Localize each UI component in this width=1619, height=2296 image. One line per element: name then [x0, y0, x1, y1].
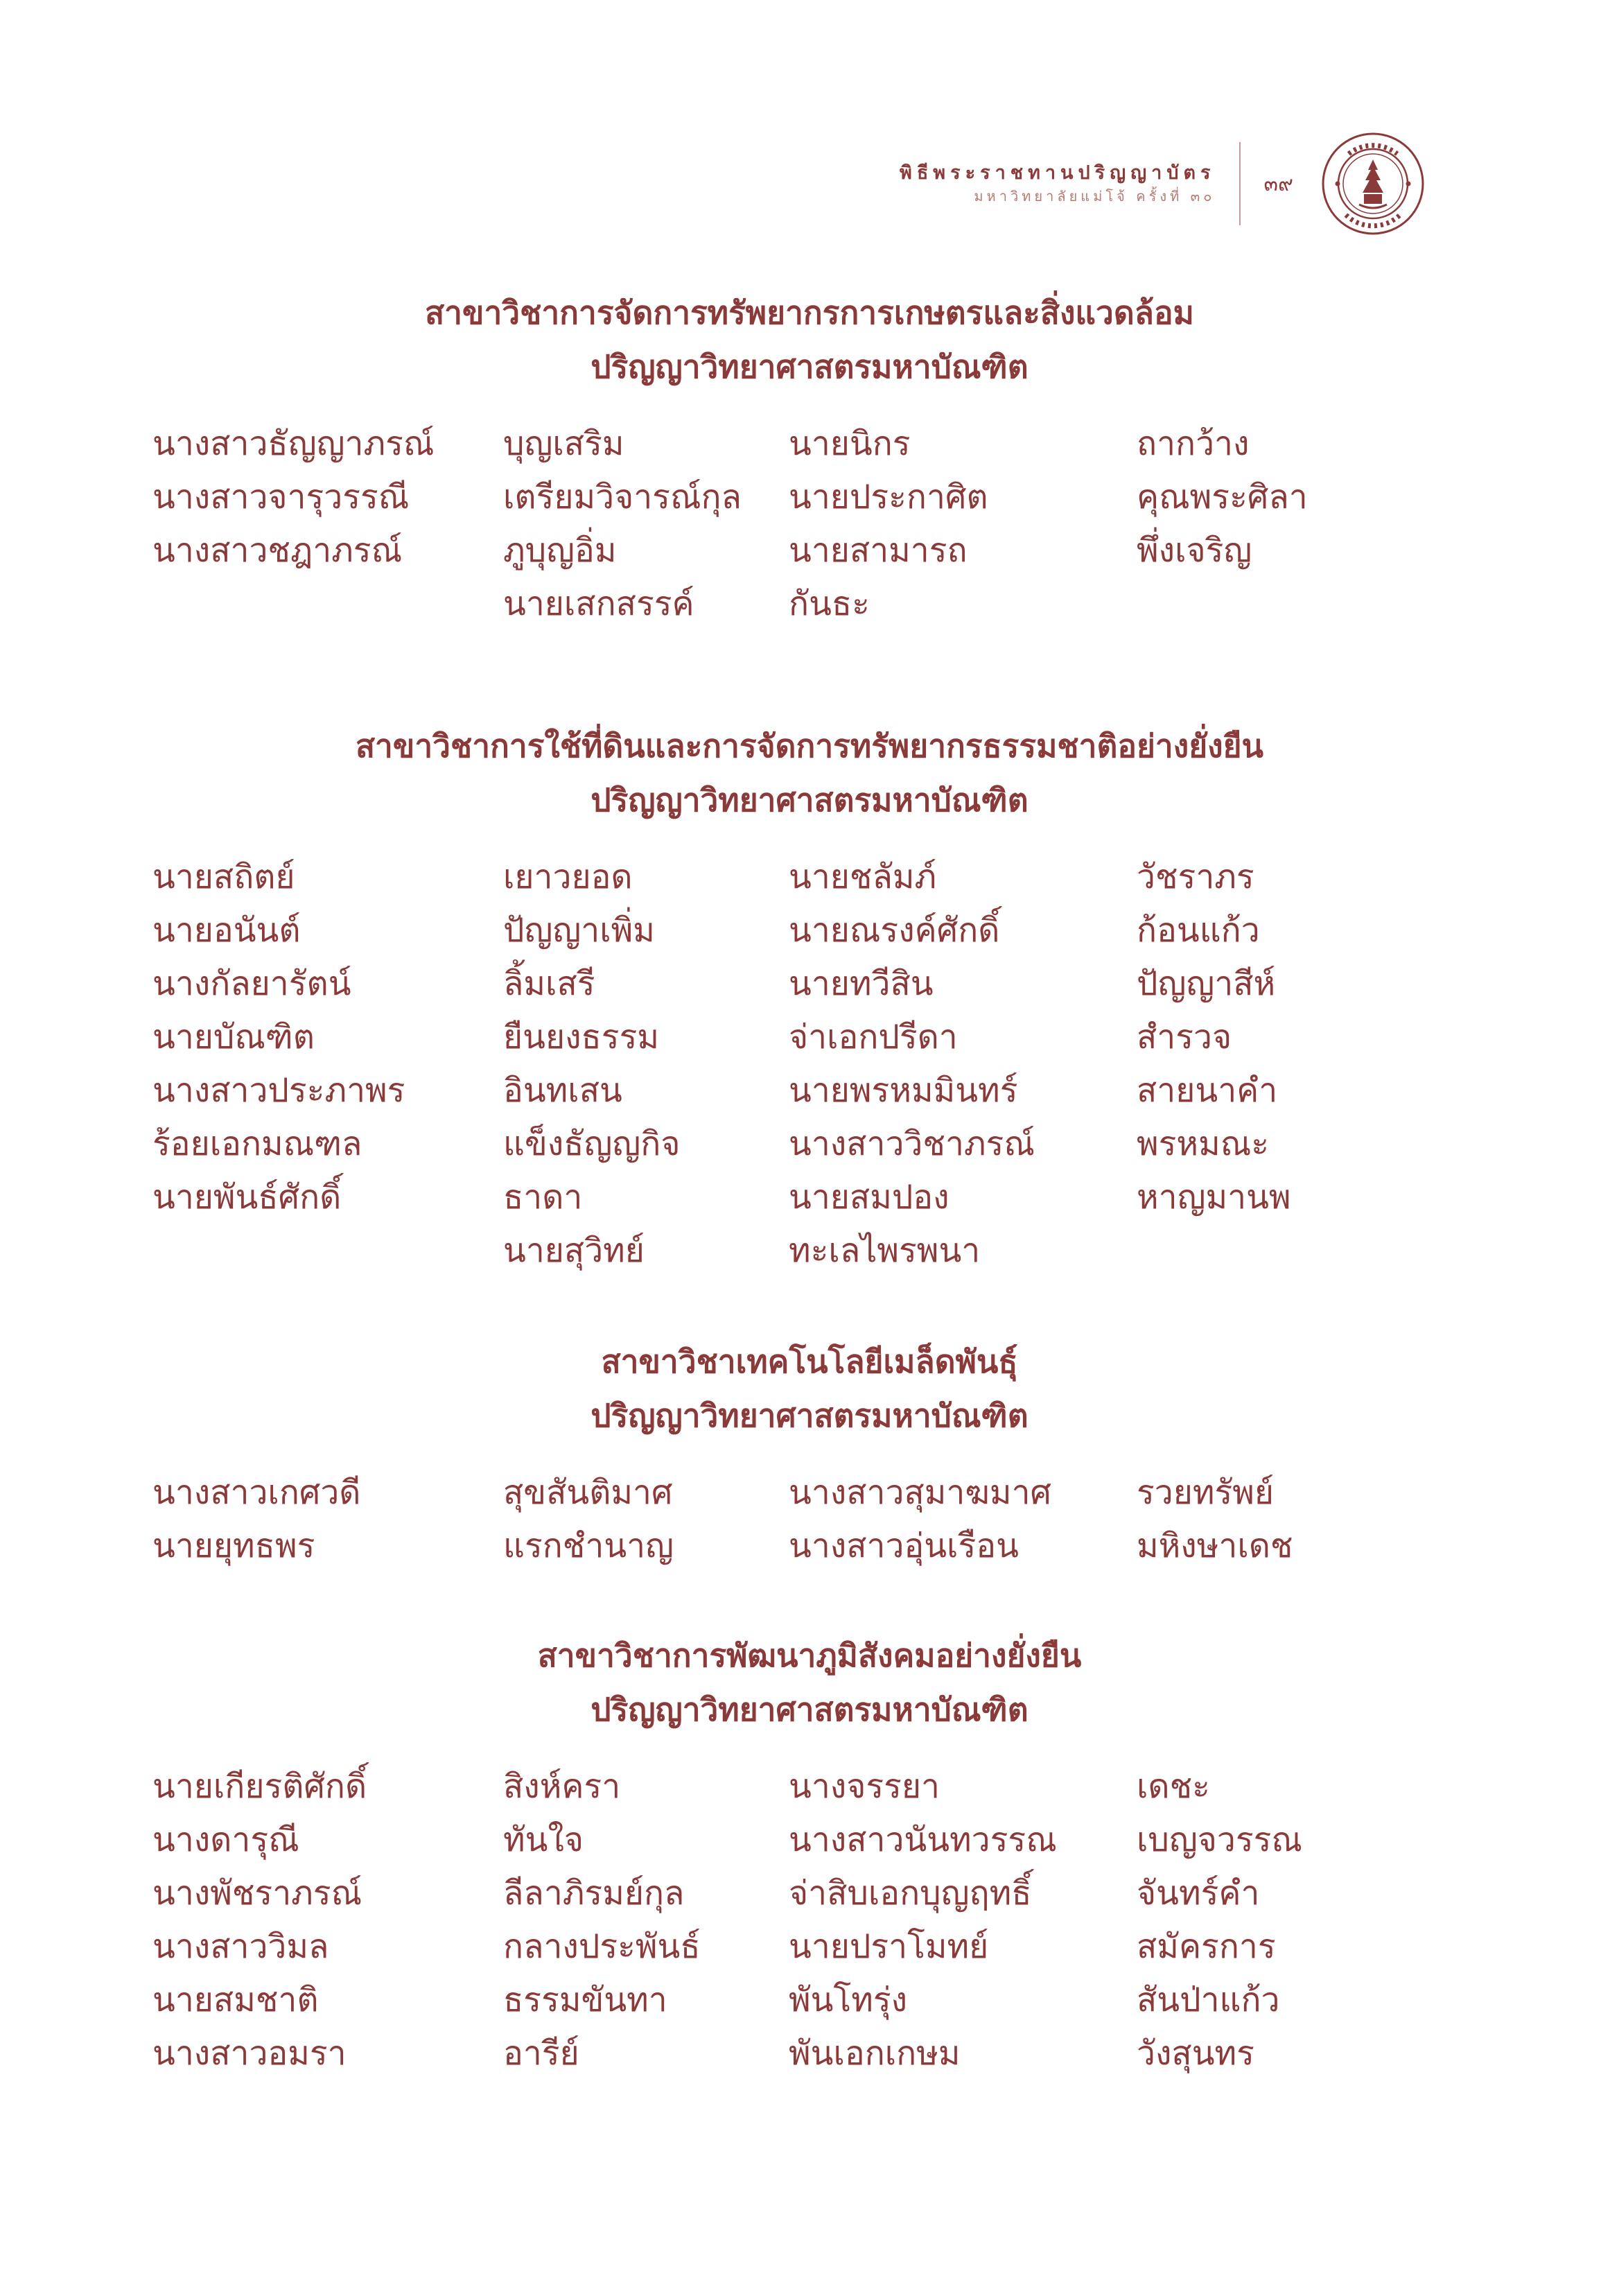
- graduate-row: [0, 1011, 1619, 1064]
- graduate-last-name: วังสุนทร: [1137, 2034, 1254, 2073]
- graduate-last-name: ภูบุญอิ่ม: [503, 531, 617, 570]
- program-title: สาขาวิชาการพัฒนาภูมิสังคมอย่างยั่งยืน: [537, 1637, 1082, 1674]
- graduate-row: [0, 577, 1619, 631]
- graduate-first-name: นางสาววิชาภรณ์: [789, 1124, 1035, 1163]
- program-title: สาขาวิชาการใช้ที่ดินและการจัดการทรัพยากรธรรมชาติอย่างยั่งยืน: [355, 727, 1264, 765]
- graduate-first-name: นางสาวอมรา: [152, 2034, 347, 2073]
- graduate-last-name: วัชราภร: [1137, 858, 1254, 896]
- graduate-first-name: นายอนันต์: [152, 911, 301, 950]
- graduate-last-name: สำรวจ: [1137, 1018, 1232, 1056]
- graduate-first-name: นางสาวประภาพร: [152, 1071, 405, 1110]
- graduate-first-name: ร้อยเอกมณฑล: [152, 1124, 362, 1163]
- header-text: [900, 161, 1215, 207]
- graduate-first-name: นายเสกสรรค์: [503, 584, 694, 623]
- page-header: [900, 132, 1425, 236]
- graduate-last-name: รวยทรัพย์: [1137, 1473, 1275, 1512]
- graduate-row: [0, 1224, 1619, 1278]
- graduate-first-name: นายยุทธพร: [152, 1527, 315, 1565]
- graduate-list: [0, 851, 1619, 1278]
- graduate-first-name: นายณรงค์ศักดิ์: [789, 911, 1000, 950]
- graduate-row: [0, 1466, 1619, 1520]
- graduate-list: [0, 417, 1619, 631]
- graduate-first-name: นางสาววิมล: [152, 1927, 329, 1966]
- program-section: [0, 1334, 1619, 1573]
- graduate-last-name: ยืนยงธรรม: [503, 1018, 659, 1056]
- graduate-last-name: ธรรมขันทา: [503, 1981, 667, 2019]
- graduate-first-name: นางสาวธัญญาภรณ์: [152, 424, 435, 463]
- graduate-last-name: สิงห์ครา: [503, 1767, 621, 1806]
- graduate-first-name: นางสาวชฎาภรณ์: [152, 531, 403, 570]
- maejo-university-seal-icon: [1321, 132, 1425, 236]
- graduate-row: [0, 1064, 1619, 1117]
- degree-title: ปริญญาวิทยาศาสตรมหาบัณฑิต: [590, 781, 1029, 819]
- graduate-list: [0, 1466, 1619, 1573]
- graduate-last-name: ก้อนแก้ว: [1137, 911, 1260, 950]
- graduate-last-name: จันทร์คำ: [1137, 1874, 1260, 1913]
- graduate-row: [0, 1920, 1619, 1974]
- degree-title: ปริญญาวิทยาศาสตรมหาบัณฑิต: [590, 348, 1029, 385]
- ceremony-title: พิธีพระราชทานปริญญาบัตร: [900, 162, 1216, 184]
- graduate-last-name: อินทเสน: [503, 1071, 622, 1110]
- graduate-last-name: หาญมานพ: [1137, 1178, 1291, 1217]
- graduate-last-name: ลีลาภิรมย์กุล: [503, 1874, 685, 1913]
- graduate-last-name: คุณพระศิลา: [1137, 478, 1308, 516]
- graduate-row: [0, 2027, 1619, 2080]
- graduate-row: [0, 417, 1619, 471]
- graduate-last-name: เตรียมวิจารณ์กุล: [503, 478, 742, 516]
- graduate-first-name: นายประกาศิต: [789, 478, 988, 516]
- graduate-last-name: พรหมณะ: [1137, 1124, 1270, 1163]
- graduate-row: [0, 1760, 1619, 1814]
- graduate-last-name: มหิงษาเดช: [1137, 1527, 1293, 1565]
- graduate-list: [0, 1760, 1619, 2080]
- graduate-first-name: นายสมชาติ: [152, 1981, 319, 2019]
- graduate-row: [0, 1974, 1619, 2027]
- graduate-last-name: ธาดา: [503, 1178, 583, 1217]
- program-title: สาขาวิชาการจัดการทรัพยากรการเกษตรและสิ่งแวดล้อม: [425, 294, 1194, 331]
- degree-title: ปริญญาวิทยาศาสตรมหาบัณฑิต: [590, 1397, 1029, 1434]
- graduate-last-name: แข็งธัญญกิจ: [503, 1124, 681, 1163]
- graduate-first-name: นางกัลยารัตน์: [152, 964, 351, 1003]
- graduate-first-name: นายสถิตย์: [152, 858, 295, 896]
- graduate-last-name: เยาวยอด: [503, 858, 633, 896]
- graduate-row: [0, 1117, 1619, 1171]
- graduate-last-name: บุญเสริม: [503, 424, 624, 463]
- program-section: [0, 1628, 1619, 2080]
- graduate-first-name: นายพรหมมินทร์: [789, 1071, 1018, 1110]
- graduate-first-name: นายสมปอง: [789, 1178, 949, 1217]
- graduate-last-name: แรกชำนาญ: [503, 1527, 674, 1565]
- graduate-first-name: นางสาวสุมาฆมาศ: [789, 1473, 1051, 1512]
- program-section: [0, 719, 1619, 1278]
- graduate-first-name: นางจรรยา: [789, 1767, 940, 1806]
- graduate-row: [0, 1867, 1619, 1920]
- graduate-first-name: นางสาวจารุวรรณี: [152, 478, 410, 516]
- graduate-first-name: พันโทรุ่ง: [789, 1981, 908, 2019]
- graduate-last-name: สายนาคำ: [1137, 1071, 1278, 1110]
- graduate-row: [0, 471, 1619, 524]
- graduate-first-name: พันเอกเกษม: [789, 2034, 961, 2073]
- graduate-last-name: ทันใจ: [503, 1820, 584, 1859]
- graduate-last-name: เดชะ: [1137, 1767, 1210, 1806]
- graduate-first-name: นางพัชราภรณ์: [152, 1874, 362, 1913]
- graduate-first-name: จ่าสิบเอกบุญฤทธิ์: [789, 1874, 1032, 1913]
- graduate-last-name: ปัญญาเพิ่ม: [503, 911, 655, 950]
- graduate-last-name: เบญจวรรณ: [1137, 1820, 1302, 1859]
- graduate-first-name: นางสาวอุ่นเรือน: [789, 1527, 1019, 1565]
- graduate-last-name: อารีย์: [503, 2034, 579, 2073]
- graduate-first-name: นายปราโมทย์: [789, 1927, 989, 1966]
- graduate-last-name: ทะเลไพรพนา: [789, 1231, 981, 1270]
- graduate-last-name: กลางประพันธ์: [503, 1927, 701, 1966]
- graduate-last-name: พึ่งเจริญ: [1137, 531, 1252, 570]
- degree-title: ปริญญาวิทยาศาสตรมหาบัณฑิต: [590, 1691, 1029, 1728]
- graduate-last-name: กันธะ: [789, 584, 870, 623]
- graduate-first-name: นายสามารถ: [789, 531, 968, 570]
- graduate-first-name: นายนิกร: [789, 424, 911, 463]
- graduate-last-name: ปัญญาสีห์: [1137, 964, 1276, 1003]
- page-number: ๓๙: [1263, 171, 1293, 196]
- graduate-row: [0, 1520, 1619, 1573]
- graduate-first-name: นางสาวนันทวรรณ: [789, 1820, 1057, 1859]
- graduate-first-name: นางดารุณี: [152, 1820, 299, 1859]
- graduate-row: [0, 851, 1619, 904]
- graduate-first-name: นายสุวิทย์: [503, 1231, 645, 1270]
- graduate-first-name: นายชลัมภ์: [789, 858, 937, 896]
- graduate-first-name: นายบัณฑิต: [152, 1018, 315, 1056]
- graduate-last-name: สมัครการ: [1137, 1927, 1276, 1966]
- graduate-first-name: นางสาวเกศวดี: [152, 1473, 361, 1512]
- graduate-row: [0, 1171, 1619, 1224]
- graduate-last-name: ลิ้มเสรี: [503, 964, 595, 1003]
- graduate-first-name: นายเกียรติศักดิ์: [152, 1767, 367, 1806]
- graduate-first-name: นายพันธ์ศักดิ์: [152, 1178, 342, 1217]
- graduate-last-name: สุขสันติมาศ: [503, 1473, 673, 1512]
- program-section: [0, 286, 1619, 631]
- header-divider: [1239, 142, 1241, 225]
- graduate-last-name: ถากว้าง: [1137, 424, 1250, 463]
- graduate-row: [0, 957, 1619, 1011]
- graduate-first-name: นายทวีสิน: [789, 964, 934, 1003]
- graduate-row: [0, 524, 1619, 577]
- program-title: สาขาวิชาเทคโนโลยีเมล็ดพันธุ์: [601, 1343, 1018, 1380]
- graduate-last-name: สันป่าแก้ว: [1137, 1981, 1280, 2019]
- graduate-row: [0, 904, 1619, 957]
- graduate-first-name: จ่าเอกปรีดา: [789, 1018, 958, 1056]
- ceremony-subtitle: มหาวิทยาลัยแม่โจ้ ครั้งที่ ๓๐: [974, 188, 1216, 205]
- graduate-row: [0, 1814, 1619, 1867]
